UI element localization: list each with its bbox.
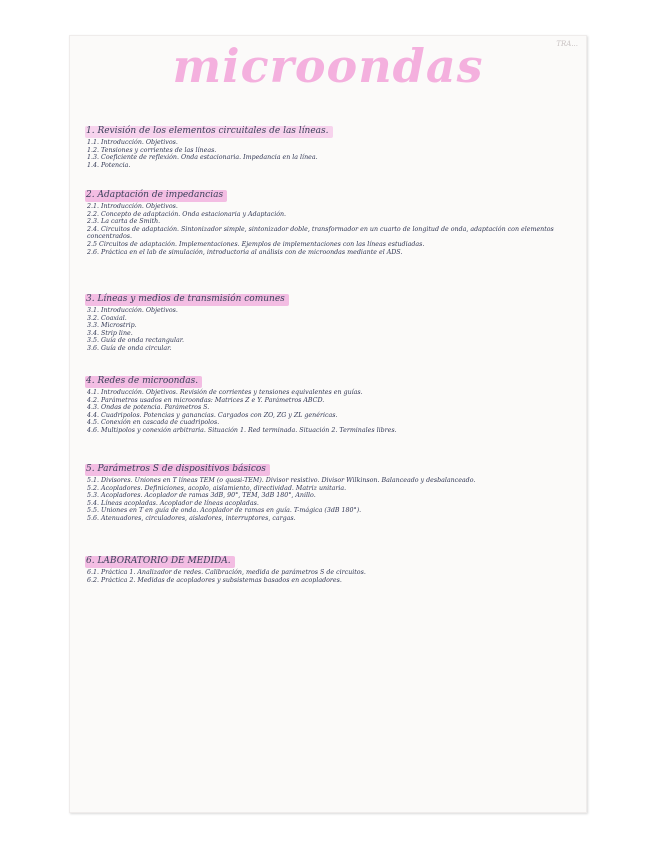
list-item: 5.6. Atenuadores, circuladores, aisladores, interruptores, cargas. bbox=[87, 514, 296, 522]
list-item: 1.4. Potencia. bbox=[87, 161, 131, 169]
section-items bbox=[85, 569, 585, 584]
section-2 bbox=[85, 182, 585, 256]
list-item: 2.2. Concepto de adaptación. Onda estacionaria y Adaptación. bbox=[87, 210, 287, 218]
list-item: 5.2. Acopladores. Definiciones, acoplo, aislamiento, directividad. Matriz unitaria. bbox=[87, 484, 347, 492]
page-title: microondas bbox=[172, 39, 484, 93]
list-item: 2.1. Introducción. Objetivos. bbox=[87, 203, 178, 210]
list-item: 4.1. Introducción. Objetivos. Revisión de corrientes y tensiones equivalentes en guías. bbox=[87, 389, 363, 396]
list-item: 5.3. Acopladores. Acoplador de ramas 3dB, 90°, TEM, 3dB 180°, Anillo. bbox=[87, 492, 316, 500]
list-item: 3.5. Guía de onda rectangular. bbox=[87, 337, 185, 345]
section-6 bbox=[85, 548, 585, 584]
list-item: 4.4. Cuadripolos. Potencias y ganancias. Cargados con ZO, ZG y ZL genéricas. bbox=[87, 411, 338, 419]
list-item: 5.4. Líneas acopladas. Acoplador de líneas acopladas. bbox=[87, 499, 259, 507]
list-item: 4.2. Parámetros usados en microondas: Matrices Z e Y. Parámetros ABCD. bbox=[87, 396, 325, 404]
section-heading: 2. Adaptación de impedancias bbox=[85, 190, 227, 202]
list-item: 2.5 Circuitos de adaptación. Implementaciones. Ejemplos de implementaciones con las líneas estudiadas. bbox=[87, 240, 425, 248]
list-item: 2.6. Práctica en el lab de simulación, introductoria al análisis con de microondas mediante el ADS. bbox=[87, 248, 403, 256]
list-item: 1.3. Coeficiente de reflexión. Onda estacionaria. Impedancia en la línea. bbox=[87, 154, 318, 162]
section-items bbox=[85, 389, 585, 435]
section-items bbox=[85, 477, 585, 523]
section-items bbox=[85, 203, 585, 256]
notebook-page bbox=[69, 35, 587, 813]
section-3 bbox=[85, 286, 585, 353]
list-item: 5.1. Divisores. Uniones en T líneas TEM (o quasi-TEM). Divisor resistivo. Divisor Wilkinson. Balanceado y desbalanceado. bbox=[87, 477, 476, 484]
section-items bbox=[85, 139, 585, 169]
section-items bbox=[85, 307, 585, 353]
list-item: 2.3. La carta de Smith. bbox=[87, 218, 161, 226]
list-item: 6.1. Práctica 1. Analizador de redes. Calibración, medida de parámetros S de circuitos. bbox=[87, 569, 366, 576]
list-item: 5.5. Uniones en T en guía de onda. Acoplador de ramas en guía. T-mágica (3dB 180°). bbox=[87, 507, 362, 515]
list-item: 3.6. Guía de onda circular. bbox=[87, 344, 172, 352]
list-item: 6.2. Práctica 2. Medidas de acopladores y subsistemas basados en acopladores. bbox=[87, 576, 342, 584]
list-item: 4.6. Multipolos y conexión arbitraria. Situación 1. Red terminada. Situación 2. Terminales libres. bbox=[87, 426, 397, 434]
section-heading: 4. Redes de microondas. bbox=[85, 376, 202, 388]
list-item: 4.3. Ondas de potencia. Parámetros S. bbox=[87, 404, 210, 412]
list-item: 1.2. Tensiones y corrientes de las líneas. bbox=[87, 146, 217, 154]
section-heading: 3. Líneas y medios de transmisión comunes bbox=[85, 294, 289, 306]
list-item: 3.1. Introducción. Objetivos. bbox=[87, 307, 178, 314]
section-heading: 5. Parámetros S de dispositivos básicos bbox=[85, 464, 270, 476]
list-item: 3.4. Strip line. bbox=[87, 329, 133, 337]
list-item: 3.2. Coaxial. bbox=[87, 314, 127, 322]
corner-mark: TRA... bbox=[556, 40, 578, 48]
section-4 bbox=[85, 368, 585, 435]
section-1 bbox=[85, 118, 585, 169]
list-item: 4.5. Conexión en cascada de cuadripolos. bbox=[87, 419, 220, 427]
section-5 bbox=[85, 456, 585, 523]
list-item: 2.4. Circuitos de adaptación. Sintonizador simple, sintonizador doble, transformador en un cuarto de longitud de onda, adaptación con elementos concentrados. bbox=[87, 225, 554, 241]
section-heading: 1. Revisión de los elementos circuitales de las líneas. bbox=[85, 126, 333, 138]
section-heading: 6. LABORATORIO DE MEDIDA. bbox=[85, 556, 235, 568]
list-item: 1.1. Introducción. Objetivos. bbox=[87, 139, 178, 146]
list-item: 3.3. Microstrip. bbox=[87, 322, 137, 330]
